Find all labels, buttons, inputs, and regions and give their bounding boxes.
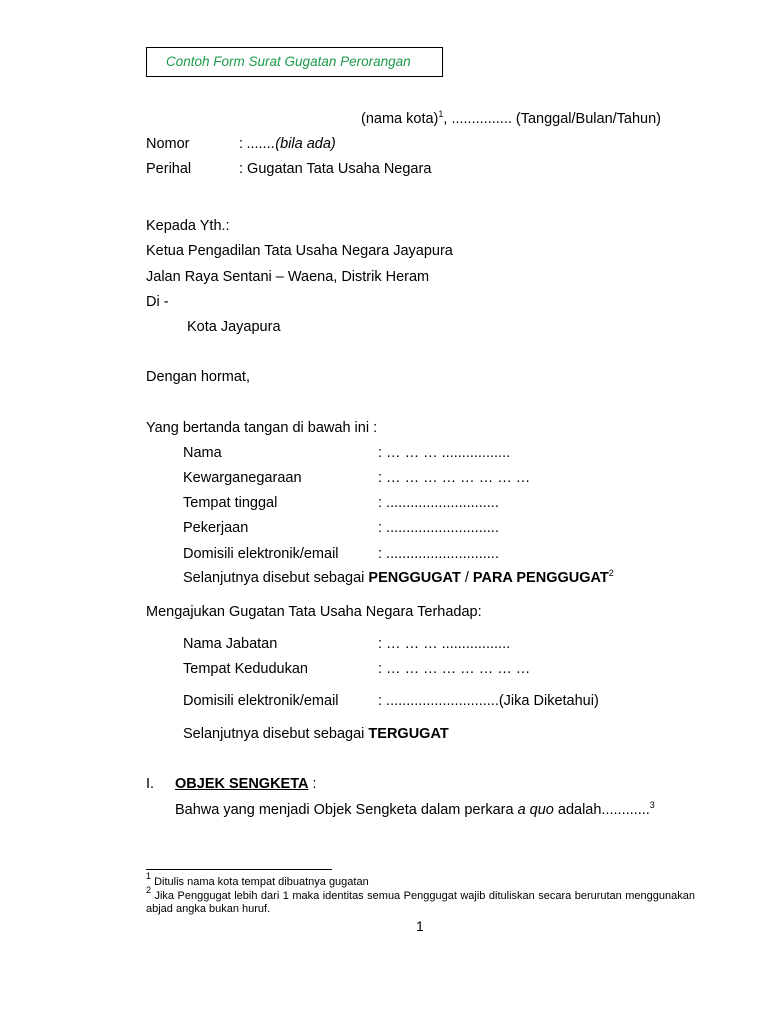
designation-penggugat: PENGGUGAT xyxy=(368,570,461,586)
greeting: Dengan hormat, xyxy=(146,369,250,385)
defendant-field-value: : … … … ................. xyxy=(378,636,511,652)
addressee-line-1: Ketua Pengadilan Tata Usaha Negara Jayapura xyxy=(146,243,453,259)
designation-para-penggugat: PARA PENGGUGAT xyxy=(472,570,609,586)
date-rest: , ............... (Tanggal/Bulan/Tahun) xyxy=(443,111,662,127)
footnote-2 xyxy=(146,885,695,916)
defendant-field-label: Domisili elektronik/email xyxy=(183,693,339,709)
designation-tergugat: TERGUGAT xyxy=(368,726,449,742)
plaintiff-intro: Yang bertanda tangan di bawah ini : xyxy=(146,420,378,436)
defendant-field-label: Nama Jabatan xyxy=(183,636,278,652)
section-text-after: adalah............ xyxy=(553,802,650,818)
footnote-ref-2: 2 xyxy=(608,568,614,578)
nomor-placeholder: .......(bila ada) xyxy=(247,136,336,152)
addressee-salutation: Kepada Yth.: xyxy=(146,218,230,234)
addressee-line-2: Jalan Raya Sentani – Waena, Distrik Heram xyxy=(146,269,430,285)
nomor-sep: : xyxy=(239,136,248,152)
defendant-intro: Mengajukan Gugatan Tata Usaha Negara Terhadap: xyxy=(146,604,482,620)
plaintiff-field-value: : ............................ xyxy=(378,546,499,562)
defendant-field-label: Tempat Kedudukan xyxy=(183,661,308,677)
defendant-field-value: : … … … … … … … … xyxy=(378,661,531,677)
defendant-designation xyxy=(183,726,449,742)
perihal-label: Perihal xyxy=(146,161,192,177)
section-text-before: Bahwa yang menjadi Objek Sengketa dalam perkara xyxy=(175,802,518,818)
plaintiff-field-label: Domisili elektronik/email xyxy=(183,546,339,562)
date-line xyxy=(361,111,661,127)
designation-prefix: Selanjutnya disebut sebagai xyxy=(183,726,369,742)
plaintiff-field-label: Pekerjaan xyxy=(183,520,249,536)
footnote-marker: 1 xyxy=(146,871,152,881)
section-heading-text: OBJEK SENGKETA xyxy=(175,776,309,792)
nomor-label: Nomor xyxy=(146,136,190,152)
plaintiff-field-label: Kewarganegaraan xyxy=(183,470,302,486)
form-title-box xyxy=(146,47,443,77)
footnote-text: Ditulis nama kota tempat dibuatnya gugatan xyxy=(151,876,369,888)
footnote-ref-3: 3 xyxy=(649,800,655,810)
footnote-text: Jika Penggugat lebih dari 1 maka identitas semua Penggugat wajib dituliskan secara berurutan menggunakan abjad angka bukan huruf. xyxy=(146,890,695,915)
plaintiff-field-label: Nama xyxy=(183,445,222,461)
page-number: 1 xyxy=(416,918,424,934)
nomor-value xyxy=(239,136,336,152)
plaintiff-field-label: Tempat tinggal xyxy=(183,495,278,511)
designation-sep: / xyxy=(460,570,473,586)
plaintiff-field-value: : ............................ xyxy=(378,520,499,536)
designation-prefix: Selanjutnya disebut sebagai xyxy=(183,570,369,586)
plaintiff-field-value: : ............................ xyxy=(378,495,499,511)
footnote-marker: 2 xyxy=(146,885,152,895)
plaintiff-designation xyxy=(183,570,614,586)
addressee-line-4: Kota Jayapura xyxy=(187,319,281,335)
section-heading-suffix: : xyxy=(308,776,317,792)
footnote-divider xyxy=(146,869,332,870)
perihal-value: : Gugatan Tata Usaha Negara xyxy=(239,161,432,177)
section-number: I. xyxy=(146,776,155,792)
section-heading xyxy=(175,776,317,792)
plaintiff-field-value: : … … … … … … … … xyxy=(378,470,531,486)
date-place: (nama kota) xyxy=(361,111,439,127)
form-title: Contoh Form Surat Gugatan Perorangan xyxy=(166,54,411,69)
addressee-line-3: Di - xyxy=(146,294,169,310)
footnote-1 xyxy=(146,871,369,889)
section-text-italic: a quo xyxy=(517,802,554,818)
footnote-ref-1: 1 xyxy=(438,109,444,119)
plaintiff-field-value: : … … … ................. xyxy=(378,445,511,461)
defendant-field-value: : ............................(Jika Diketahui) xyxy=(378,693,599,709)
section-body xyxy=(175,802,655,818)
